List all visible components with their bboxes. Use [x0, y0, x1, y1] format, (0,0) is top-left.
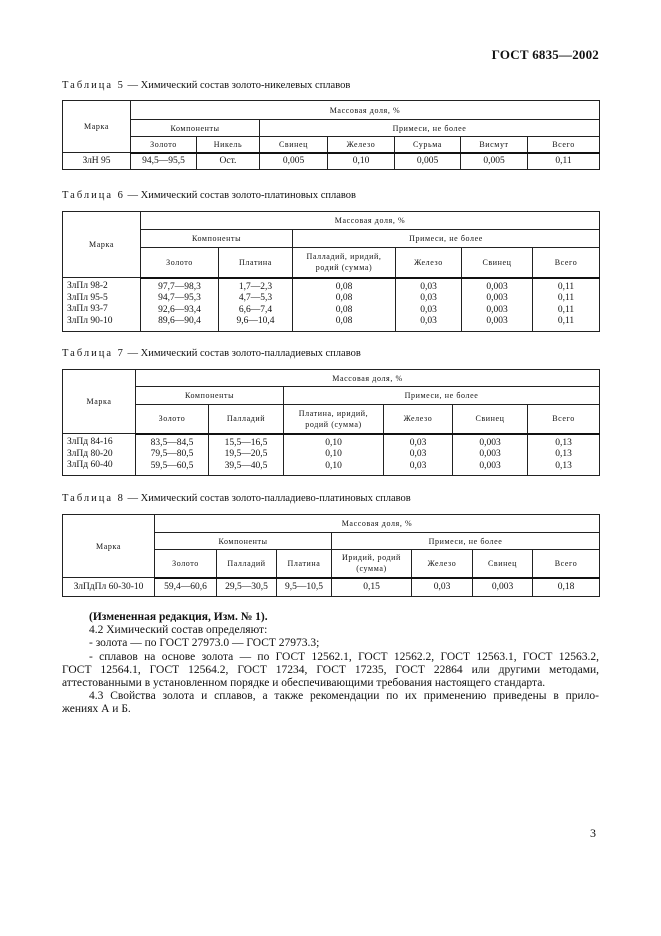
table-cell: 83,5—84,5 — [150, 437, 194, 448]
table-cell: ЗлПд 60-40 — [67, 460, 113, 471]
table-cell: 9,6—10,4 — [236, 316, 275, 326]
table-cell: 0,003 — [486, 316, 508, 326]
header-impurities: Примеси, не более — [293, 230, 600, 248]
table-cell: 0,003 — [486, 293, 508, 303]
table-cell: Ост. — [197, 153, 260, 170]
table-cell: ЗлПл 95-5 — [67, 292, 108, 303]
table-cell: 59,4—60,6 — [155, 578, 217, 597]
table-cell: 0,08 — [335, 281, 353, 292]
header-impurities: Примеси, не более — [332, 533, 600, 550]
table-body — [63, 434, 600, 476]
col-header: Палладий — [209, 405, 284, 434]
col-header: Палладий, иридий, родий (сумма) — [293, 248, 396, 278]
col-header: Всего — [528, 405, 600, 434]
table-cell: 0,03 — [409, 437, 427, 448]
table-cell: 0,005 — [260, 153, 328, 170]
list-item: - золота — по ГОСТ 27973.0 — ГОСТ 27973.3; — [89, 637, 320, 650]
table-cell: 0,005 — [461, 153, 528, 170]
col-header: Всего — [533, 248, 600, 278]
table-cell: 79,5—80,5 — [150, 449, 194, 459]
header-mass-fraction: Массовая доля, % — [136, 370, 600, 387]
table-cell: 0,03 — [420, 304, 437, 315]
col-header: Палладий — [217, 550, 277, 578]
table-cell: 0,03 — [420, 281, 437, 292]
table-cell: 9,5—10,5 — [277, 578, 332, 597]
table-cell: 0,10 — [328, 153, 395, 170]
table-cell: ЗлПл 98-2 — [67, 281, 108, 292]
table-cell: 59,5—60,5 — [150, 460, 194, 471]
table-cell: ЗлН 95 — [63, 153, 131, 170]
table-cell: 0,11 — [528, 153, 600, 170]
caption-text: — Химический состав золото-палладиевых сплавов — [124, 348, 361, 359]
header-marka: Марка — [63, 101, 131, 153]
header-components: Компоненты — [141, 230, 293, 248]
col-header: Свинец — [473, 550, 533, 578]
header-marka: Марка — [63, 515, 155, 578]
col-header: Сурьма — [395, 137, 461, 153]
table-cell: ЗлПл 93-7 — [67, 304, 108, 315]
table-7-caption — [62, 348, 361, 359]
amendment-note: (Измененная редакция, Изм. № 1). — [89, 611, 268, 623]
col-header: Золото — [131, 137, 197, 153]
table-cell: 0,08 — [335, 304, 353, 315]
page-number: 3 — [590, 826, 596, 840]
table-cell: 0,03 — [420, 316, 437, 326]
col-header: Железо — [396, 248, 462, 278]
table-5 — [62, 100, 600, 170]
col-header: Висмут — [461, 137, 528, 153]
table-cell: 0,15 — [332, 578, 412, 597]
col-header: Железо — [412, 550, 473, 578]
table-cell: 97,7—98,3 — [158, 281, 201, 292]
header-impurities: Примеси, не более — [260, 120, 600, 137]
col-header: Всего — [533, 550, 600, 578]
table-cell: 4,7—5,3 — [238, 293, 273, 303]
col-header: Золото — [155, 550, 217, 578]
table-cell: ЗлПдПл 60-30-10 — [63, 578, 155, 597]
table-cell: ЗлПд 84-16 — [67, 437, 113, 448]
col-header: Свинец — [462, 248, 533, 278]
col-header: Платина, иридий, родий (сумма) — [284, 405, 384, 434]
table-cell: 0,03 — [412, 578, 473, 597]
table-cell: 0,13 — [555, 437, 572, 448]
table-cell: 0,10 — [325, 437, 342, 448]
table-8 — [62, 514, 600, 597]
table-cell: 0,13 — [555, 449, 572, 459]
col-header: Платина — [219, 248, 293, 278]
table-cell: 0,003 — [473, 578, 533, 597]
table-6 — [62, 211, 600, 332]
caption-label: Таблица 6 — [62, 190, 125, 201]
col-header: Платина — [277, 550, 332, 578]
table-cell: 0,003 — [479, 460, 501, 471]
document-header: ГОСТ 6835—2002 — [491, 47, 599, 62]
col-header: Железо — [328, 137, 395, 153]
table-cell: 0,005 — [395, 153, 461, 170]
table-cell: ЗлПл 90-10 — [67, 315, 113, 326]
table-cell: 0,003 — [479, 437, 501, 448]
header-mass-fraction: Массовая доля, % — [131, 101, 600, 120]
table-8-caption — [62, 493, 411, 504]
table-cell: 0,003 — [479, 449, 501, 459]
table-7 — [62, 369, 600, 476]
col-header: Никель — [197, 137, 260, 153]
col-header: Свинец — [260, 137, 328, 153]
table-cell: 0,03 — [409, 460, 427, 471]
table-cell: 15,5—16,5 — [224, 437, 268, 448]
table-cell: 39,5—40,5 — [224, 460, 268, 471]
header-impurities: Примеси, не более — [284, 387, 600, 405]
table-cell: 1,7—2,3 — [238, 281, 273, 292]
table-cell: 0,11 — [557, 293, 575, 303]
list-item-continuation: ГОСТ 12564.1, ГОСТ 12564.2, ГОСТ 17234, ГОСТ 17235, ГОСТ 22864 или другими методами, аттестованными в установленном порядке и обеспечивающими требования настоящего стандарта. — [62, 663, 599, 690]
table-cell: 0,003 — [486, 281, 508, 292]
header-components: Компоненты — [131, 120, 260, 137]
caption-text: — Химический состав золото-платиновых сплавов — [124, 190, 356, 201]
table-row — [63, 153, 600, 170]
table-cell: 19,5—20,5 — [224, 449, 268, 459]
table-cell: 0,03 — [409, 449, 427, 459]
col-header: Железо — [384, 405, 453, 434]
table-body — [63, 278, 600, 332]
caption-text: — Химический состав золото-никелевых сплавов — [124, 80, 351, 91]
header-mass-fraction: Массовая доля, % — [155, 515, 600, 533]
table-cell: 89,6—90,4 — [158, 316, 201, 326]
col-header: Иридий, родий (сумма) — [332, 550, 412, 578]
caption-label: Таблица 7 — [62, 348, 125, 359]
paragraph-4-3: 4.3 Свойства золота и сплавов, а также рекомендации по их применению приведены в прило- — [89, 690, 599, 703]
caption-text: — Химический состав золото-палладиево-платиновых сплавов — [124, 493, 411, 504]
table-cell: 6,6—7,4 — [238, 304, 273, 315]
table-5-caption — [62, 80, 350, 91]
header-mass-fraction: Массовая доля, % — [141, 212, 600, 230]
caption-label: Таблица 5 — [62, 80, 125, 91]
table-cell: 0,10 — [325, 460, 342, 471]
header-marka: Марка — [63, 212, 141, 278]
table-cell: 94,5—95,5 — [131, 153, 197, 170]
table-cell: 0,03 — [420, 293, 437, 303]
col-header: Всего — [528, 137, 600, 153]
col-header: Золото — [136, 405, 209, 434]
table-cell: 0,11 — [557, 316, 575, 326]
table-row — [63, 578, 600, 597]
table-cell: 0,003 — [486, 304, 508, 315]
table-cell: ЗлПд 80-20 — [67, 448, 113, 459]
table-cell: 92,6—93,4 — [158, 304, 201, 315]
table-6-caption — [62, 190, 356, 201]
col-header: Свинец — [453, 405, 528, 434]
table-cell: 29,5—30,5 — [217, 578, 277, 597]
table-cell: 0,11 — [557, 304, 575, 315]
table-cell: 0,11 — [557, 281, 575, 292]
table-cell: 0,10 — [325, 449, 342, 459]
col-header: Золото — [141, 248, 219, 278]
paragraph-4-3-continuation: жениях А и Б. — [62, 703, 131, 716]
table-cell: 94,7—95,3 — [158, 293, 201, 303]
body-text — [62, 611, 599, 717]
list-item: - сплавов на основе золота — по ГОСТ 12562.1, ГОСТ 12562.2, ГОСТ 12563.1, ГОСТ 12563.2, — [89, 650, 599, 663]
table-cell: 0,08 — [335, 316, 353, 326]
caption-label: Таблица 8 — [62, 493, 125, 504]
header-components: Компоненты — [155, 533, 332, 550]
table-cell: 0,18 — [533, 578, 600, 597]
header-marka: Марка — [63, 370, 136, 434]
paragraph-4-2: 4.2 Химический состав определяют: — [89, 624, 268, 637]
table-cell: 0,13 — [555, 460, 572, 471]
header-components: Компоненты — [136, 387, 284, 405]
table-cell: 0,08 — [335, 293, 353, 303]
